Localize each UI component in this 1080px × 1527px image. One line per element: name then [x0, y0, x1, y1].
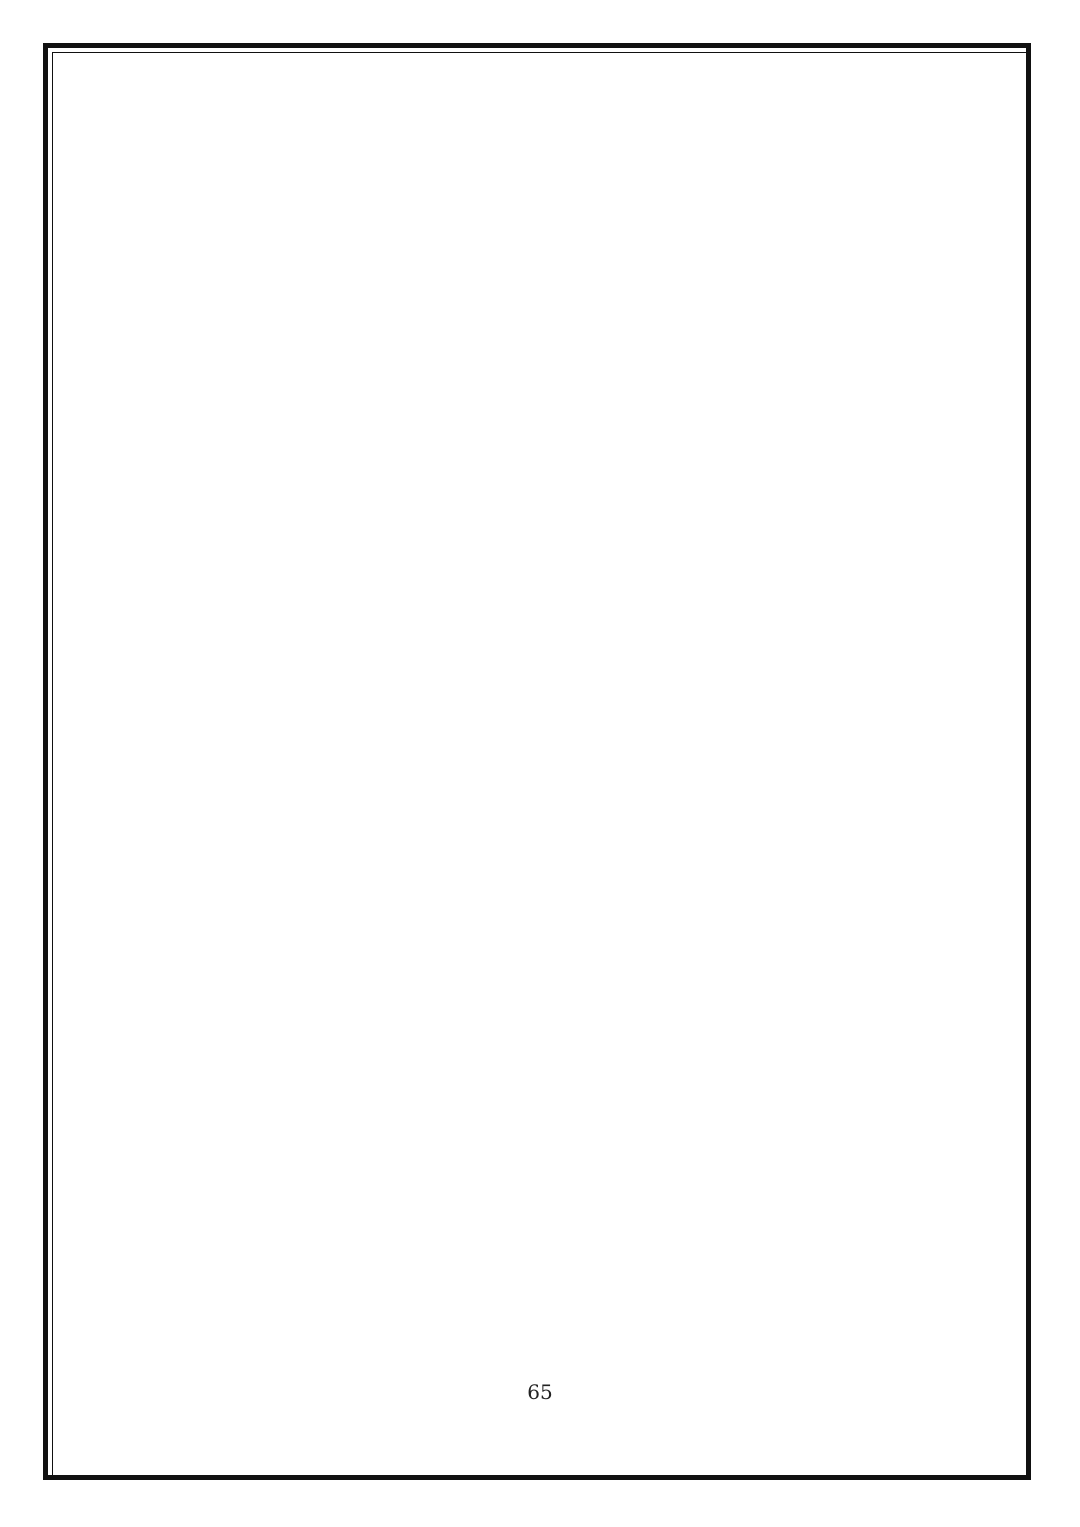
page-number: 65: [527, 1380, 553, 1404]
body-text-area: [155, 180, 927, 1360]
